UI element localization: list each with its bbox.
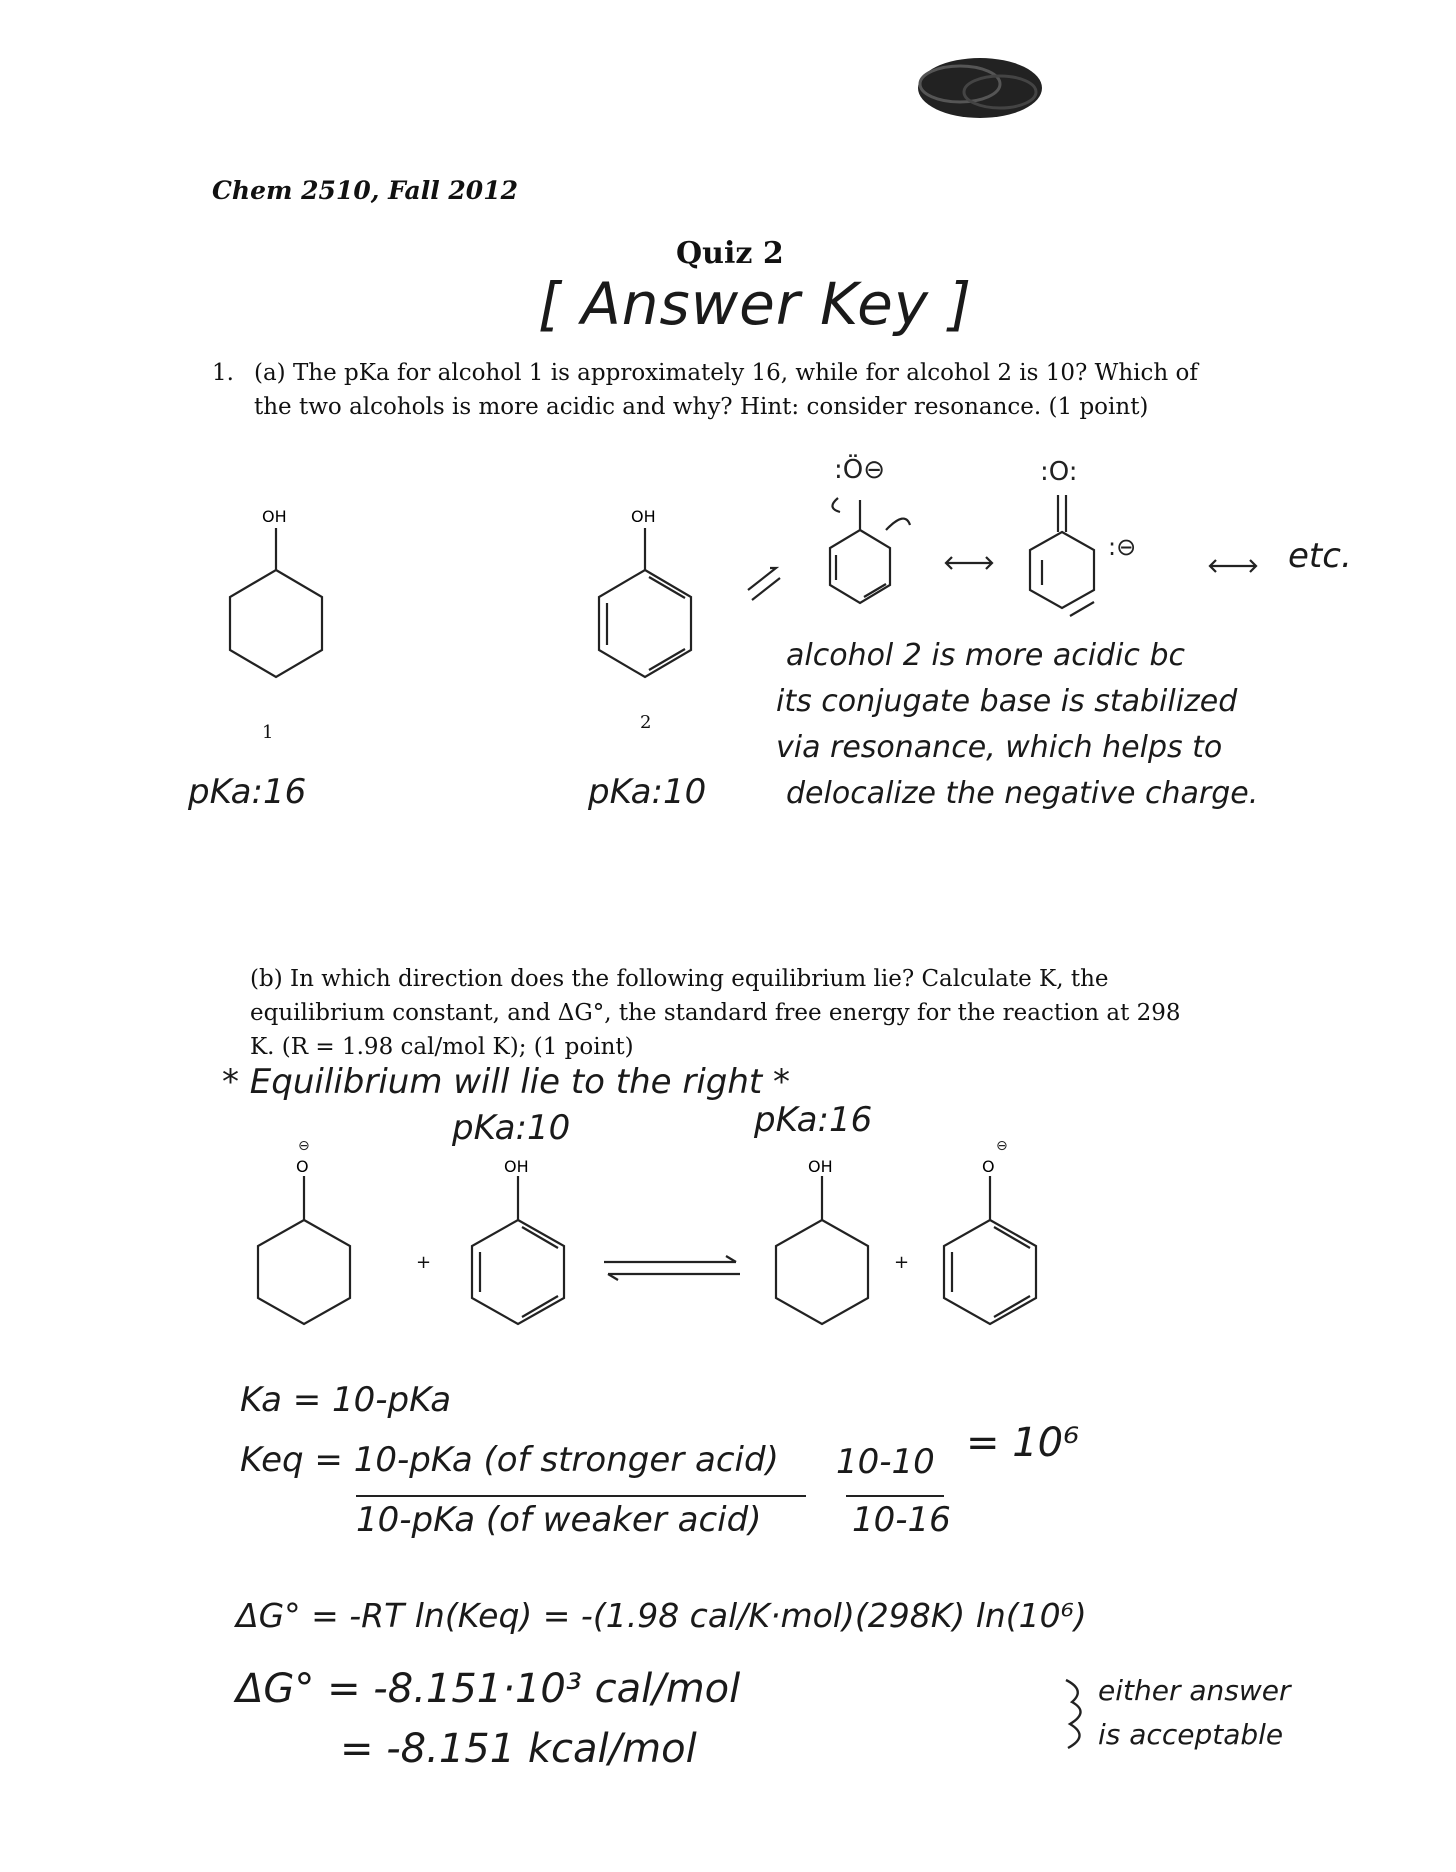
q1a-text-line2: the two alcohols is more acidic and why? Hint: consider resonance. (1 point) <box>254 394 1149 420</box>
keq-numerator: Keq = 10-pKa (of stronger acid) <box>240 1440 779 1480</box>
keq-result: = 10⁶ <box>966 1420 1080 1466</box>
delta-g-cal: ΔG° = -8.151·10³ cal/mol <box>236 1666 741 1712</box>
keq-fraction-denominator: 10-16 <box>852 1500 951 1540</box>
resonance-etc: etc. <box>1288 536 1352 576</box>
svg-text:OH: OH <box>504 1157 529 1176</box>
pka-alcohol2: pKa:10 <box>588 772 707 812</box>
pka-alcohol1: pKa:16 <box>188 772 307 812</box>
quiz-title: Quiz 2 <box>676 236 784 271</box>
keq-fraction-numerator: 10-10 <box>836 1442 935 1482</box>
answer-key-heading: [ Answer Key ] <box>538 270 973 338</box>
delta-g-kcal: = -8.151 kcal/mol <box>340 1726 697 1772</box>
answer-line-2: its conjugate base is stabilized <box>776 684 1238 719</box>
pka-phenol-b: pKa:10 <box>452 1108 571 1148</box>
delta-g-equation: ΔG° = -RT ln(Keq) = -(1.98 cal/K·mol)(298K) ln(10⁶) <box>236 1596 1087 1635</box>
plus-left: + <box>416 1252 432 1273</box>
svg-text:⊖: ⊖ <box>996 1138 1008 1154</box>
answer-line-3: via resonance, which helps to <box>776 730 1223 765</box>
plus-right: + <box>894 1252 910 1273</box>
svg-text:O: O <box>982 1157 995 1176</box>
q1b-text-line1: (b) In which direction does the following equilibrium lie? Calculate K, the <box>250 966 1109 992</box>
keq-denominator: 10-pKa (of weaker acid) <box>356 1500 762 1540</box>
answer-line-4: delocalize the negative charge. <box>786 776 1259 811</box>
q1b-text-line2: equilibrium constant, and ΔG°, the standard free energy for the reaction at 298 <box>250 1000 1181 1026</box>
svg-text::Ö⊖: :Ö⊖ <box>834 455 886 485</box>
alcohol2-label: 2 <box>640 712 652 733</box>
course-header: Chem 2510, Fall 2012 <box>212 176 518 205</box>
q1b-text-line3: K. (R = 1.98 cal/mol K); (1 point) <box>250 1034 634 1060</box>
q1a-text-line1: (a) The pKa for alcohol 1 is approximately 16, while for alcohol 2 is 10? Which of <box>254 360 1198 386</box>
svg-text:O: O <box>296 1157 309 1176</box>
equilibrium-direction: * Equilibrium will lie to the right * <box>222 1062 791 1102</box>
pka-cyclohexanol-b: pKa:16 <box>754 1100 873 1140</box>
svg-text:OH: OH <box>631 507 656 526</box>
answer-line-1: alcohol 2 is more acidic bc <box>786 638 1185 673</box>
svg-text:OH: OH <box>262 507 287 526</box>
alcohol1-label: 1 <box>262 722 274 743</box>
svg-text:OH: OH <box>808 1157 833 1176</box>
svg-text::O:: :O: <box>1040 457 1078 487</box>
note-line-2: is acceptable <box>1098 1718 1284 1751</box>
ka-equation: Ka = 10-pKa <box>240 1380 452 1420</box>
q1-number: 1. <box>212 360 234 386</box>
svg-text:⊖: ⊖ <box>298 1138 310 1154</box>
note-line-1: either answer <box>1098 1674 1291 1707</box>
svg-text::⊖: :⊖ <box>1108 533 1137 561</box>
